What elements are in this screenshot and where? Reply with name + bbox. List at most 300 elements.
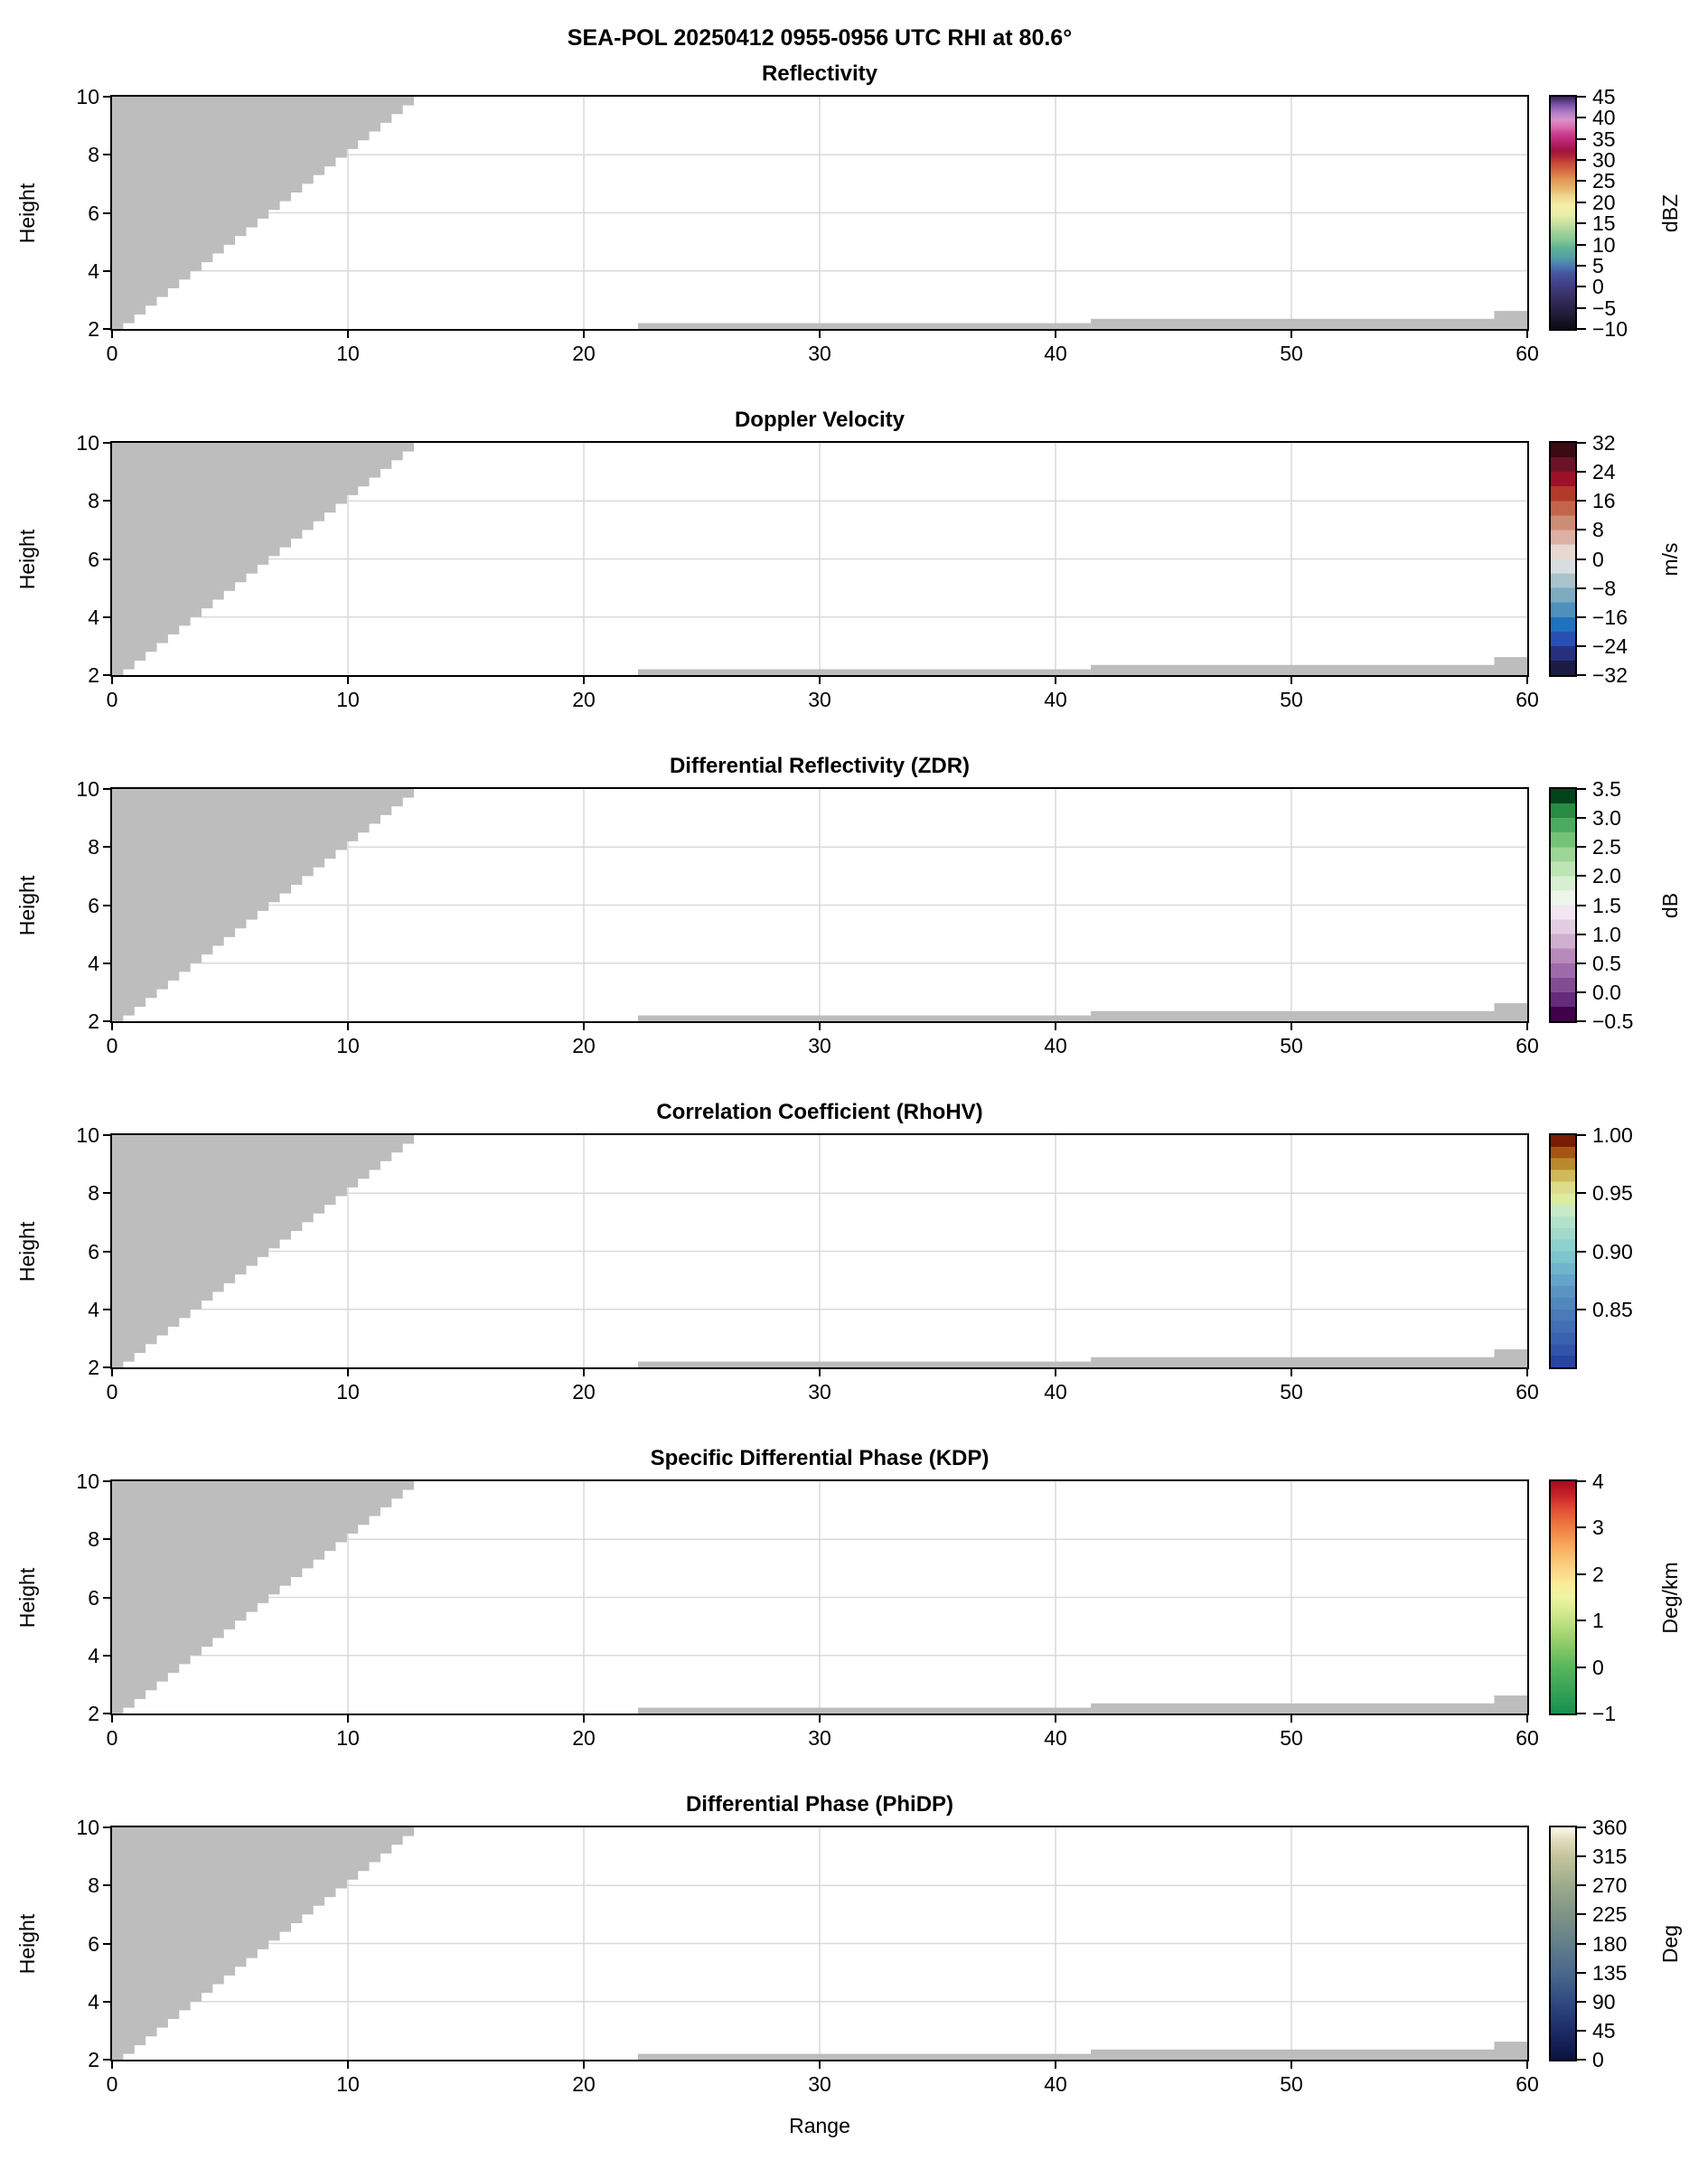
x-tick-label: 50 [1280, 1380, 1303, 1404]
plot-canvas [112, 97, 1527, 329]
colorbar-tick-label: 0 [1592, 2048, 1604, 2071]
colorbar [1549, 1479, 1577, 1715]
colorbar-tick [1577, 788, 1586, 790]
colorbar-tick [1577, 265, 1586, 267]
x-tick [583, 331, 585, 338]
x-tick-label: 20 [572, 342, 596, 365]
colorbar [1549, 1133, 1577, 1369]
mask-strip [638, 1362, 1091, 1367]
colorbar-tick-label: 15 [1592, 211, 1616, 236]
mask-strip [1494, 2042, 1527, 2060]
colorbar-tick [1577, 1134, 1586, 1136]
x-tick [819, 1715, 821, 1723]
y-tick-label: 4 [88, 605, 99, 629]
colorbar-tick [1577, 96, 1586, 98]
mask-strip [1494, 657, 1527, 675]
panel-title: Doppler Velocity [734, 408, 906, 432]
colorbar-gradient [1551, 97, 1575, 329]
colorbar-tick-label: 135 [1592, 1960, 1628, 1985]
y-axis-label: Height [15, 1567, 39, 1628]
colorbar-tick-label: −24 [1592, 634, 1628, 658]
colorbar-tick-label: −5 [1592, 296, 1617, 320]
colorbar [1549, 441, 1577, 677]
colorbar-tick [1577, 180, 1586, 182]
x-tick [111, 2061, 113, 2069]
colorbar-tick [1577, 991, 1586, 993]
colorbar-tick-label: −16 [1592, 605, 1628, 629]
y-tick [103, 328, 110, 330]
colorbar-tick-label: 0 [1592, 547, 1604, 571]
y-tick-label: 8 [88, 489, 99, 513]
x-tick [819, 1369, 821, 1376]
colorbar-unit-label: Deg [1658, 1924, 1682, 1963]
mask-strip [1091, 1357, 1494, 1367]
colorbar-tick [1577, 1667, 1586, 1668]
colorbar-tick-label: 0.5 [1592, 951, 1621, 975]
x-tick-label: 10 [336, 2072, 360, 2096]
colorbar-tick-label: 2.5 [1592, 835, 1621, 859]
x-tick-label: 50 [1280, 1034, 1303, 1057]
y-tick-label: 4 [88, 951, 99, 975]
colorbar-tick-label: 3 [1592, 1516, 1604, 1540]
y-tick [103, 1826, 110, 1828]
x-tick-label: 30 [808, 1726, 831, 1750]
colorbar-tick-label: 1.0 [1592, 922, 1621, 946]
y-tick [103, 905, 110, 906]
y-tick-label: 2 [88, 2048, 99, 2071]
x-tick [347, 1369, 349, 1376]
x-tick-label: 50 [1280, 688, 1303, 711]
colorbar-tick [1577, 846, 1586, 848]
plot-canvas [112, 1481, 1527, 1714]
y-tick [103, 96, 110, 98]
colorbar-tick [1577, 1620, 1586, 1621]
x-tick [111, 677, 113, 684]
y-tick [103, 212, 110, 214]
y-tick [103, 616, 110, 618]
plot-canvas [112, 1827, 1527, 2060]
y-tick-label: 2 [88, 1702, 99, 1725]
x-tick-label: 20 [572, 688, 596, 711]
x-tick-label: 20 [572, 1380, 596, 1404]
colorbar-tick-label: 25 [1592, 169, 1616, 193]
colorbar-tick [1577, 1309, 1586, 1310]
y-tick [103, 270, 110, 272]
colorbar-tick-label: 4 [1592, 1469, 1604, 1493]
x-tick-label: 0 [106, 342, 118, 365]
colorbar-tick-label: 0.85 [1592, 1297, 1633, 1321]
colorbar-tick-label: 270 [1592, 1873, 1628, 1898]
colorbar-tick [1577, 1526, 1586, 1528]
y-tick [103, 1134, 110, 1136]
x-tick-label: 60 [1516, 688, 1539, 711]
colorbar-tick [1577, 159, 1586, 161]
colorbar-tick [1577, 286, 1586, 287]
plot-area [110, 1479, 1529, 1715]
colorbar-tick [1577, 1855, 1586, 1857]
colorbar-tick-label: 1.00 [1592, 1123, 1633, 1147]
colorbar-tick-label: 0 [1592, 1655, 1604, 1679]
colorbar-tick [1577, 1192, 1586, 1194]
colorbar-tick [1577, 1020, 1586, 1022]
colorbar-tick-label: 360 [1592, 1816, 1628, 1839]
colorbar-tick [1577, 442, 1586, 444]
colorbar-tick-label: −0.5 [1592, 1009, 1634, 1033]
colorbar [1549, 95, 1577, 331]
x-tick-label: 40 [1044, 1726, 1067, 1750]
x-tick [583, 1023, 585, 1030]
y-tick-label: 4 [88, 1643, 99, 1667]
colorbar-tick [1577, 875, 1586, 877]
colorbar-tick [1577, 222, 1586, 224]
colorbar-tick-label: 180 [1592, 1931, 1628, 1956]
y-tick [103, 1251, 110, 1253]
colorbar-tick [1577, 2030, 1586, 2032]
y-tick [103, 1943, 110, 1945]
colorbar-tick [1577, 2059, 1586, 2061]
x-tick [111, 1023, 113, 1030]
colorbar-tick-label: 20 [1592, 190, 1616, 214]
plot-area [110, 441, 1529, 677]
colorbar-tick [1577, 1573, 1586, 1575]
x-tick [1290, 1023, 1292, 1030]
colorbar-tick-label: 35 [1592, 127, 1616, 151]
x-tick-label: 20 [572, 1034, 596, 1057]
x-tick-label: 40 [1044, 688, 1067, 711]
plot-canvas [112, 443, 1527, 675]
y-tick-label: 10 [76, 1816, 99, 1839]
x-tick-label: 60 [1516, 2072, 1539, 2096]
y-tick [103, 500, 110, 502]
colorbar-tick [1577, 587, 1586, 589]
colorbar-tick-label: 0.90 [1592, 1239, 1633, 1263]
colorbar-tick [1577, 471, 1586, 473]
x-tick-label: 0 [106, 2072, 118, 2096]
panel-title: Differential Phase (PhiDP) [685, 1792, 954, 1817]
colorbar-unit-label: dB [1658, 892, 1682, 918]
x-tick [819, 2061, 821, 2069]
colorbar-tick-label: 8 [1592, 518, 1604, 542]
colorbar-tick-label: 3.5 [1592, 777, 1621, 801]
x-tick [583, 2061, 585, 2069]
x-tick [1526, 1023, 1528, 1030]
mask-strip [638, 324, 1091, 329]
y-tick-label: 8 [88, 1873, 99, 1898]
x-tick-label: 50 [1280, 342, 1303, 365]
x-tick [583, 677, 585, 684]
plot-area [110, 1826, 1529, 2061]
figure-title: SEA-POL 20250412 0955-0956 UTC RHI at 80.6° [567, 25, 1073, 51]
y-tick-label: 8 [88, 143, 99, 167]
colorbar-tick [1577, 529, 1586, 531]
colorbar-tick [1577, 117, 1586, 118]
plot-area [110, 787, 1529, 1023]
y-tick [103, 846, 110, 848]
x-tick [1526, 1369, 1528, 1376]
y-tick-label: 8 [88, 835, 99, 859]
mask-strip [638, 670, 1091, 675]
y-tick-label: 6 [88, 893, 99, 917]
x-tick [1290, 2061, 1292, 2069]
colorbar-tick-label: −32 [1592, 663, 1628, 687]
y-tick [103, 2059, 110, 2061]
x-tick [1526, 2061, 1528, 2069]
mask-strip [1091, 319, 1494, 329]
y-tick [103, 1020, 110, 1022]
y-tick [103, 962, 110, 964]
colorbar-tick-label: 10 [1592, 232, 1616, 257]
mask-strip [638, 1016, 1091, 1021]
x-tick-label: 0 [106, 1034, 118, 1057]
colorbar-tick-label: 40 [1592, 106, 1616, 130]
y-axis-label: Height [15, 529, 39, 589]
y-tick-label: 10 [76, 1123, 99, 1147]
panel-title: Reflectivity [761, 61, 878, 86]
colorbar-tick [1577, 1884, 1586, 1886]
colorbar-tick [1577, 1251, 1586, 1253]
colorbar-tick [1577, 934, 1586, 935]
colorbar-tick [1577, 1713, 1586, 1714]
y-tick-label: 2 [88, 663, 99, 687]
colorbar-tick [1577, 500, 1586, 502]
x-tick-label: 0 [106, 1726, 118, 1750]
y-tick-label: 6 [88, 201, 99, 225]
x-tick-label: 30 [808, 688, 831, 711]
x-tick-label: 40 [1044, 1380, 1067, 1404]
mask-strip [1494, 1695, 1527, 1714]
x-tick [1055, 1715, 1056, 1723]
x-tick-label: 0 [106, 688, 118, 711]
x-tick-label: 20 [572, 2072, 596, 2096]
colorbar [1549, 1826, 1577, 2061]
x-tick-label: 50 [1280, 2072, 1303, 2096]
colorbar-tick-label: 2 [1592, 1562, 1604, 1586]
mask-strip [1494, 1003, 1527, 1021]
y-tick-label: 2 [88, 1356, 99, 1379]
colorbar-tick-label: −1 [1592, 1702, 1617, 1725]
x-tick-label: 30 [808, 342, 831, 365]
x-tick [347, 1715, 349, 1723]
mask-strip [1091, 1704, 1494, 1714]
y-tick [103, 1480, 110, 1482]
x-tick [1055, 331, 1056, 338]
colorbar-tick-label: 2.0 [1592, 864, 1621, 888]
x-tick-label: 10 [336, 688, 360, 711]
x-tick [1526, 331, 1528, 338]
y-tick [103, 1597, 110, 1599]
colorbar-tick [1577, 645, 1586, 647]
x-tick-label: 30 [808, 2072, 831, 2096]
colorbar-tick-label: 1 [1592, 1609, 1604, 1633]
y-tick [103, 154, 110, 155]
y-tick-label: 2 [88, 317, 99, 341]
colorbar-tick [1577, 674, 1586, 676]
colorbar-unit-label: m/s [1658, 541, 1682, 577]
colorbar-tick-label: 24 [1592, 460, 1616, 484]
y-tick-label: 10 [76, 431, 99, 455]
y-tick-label: 8 [88, 1527, 99, 1552]
plot-canvas [112, 789, 1527, 1021]
colorbar-tick-label: 32 [1592, 431, 1616, 455]
x-tick-label: 60 [1516, 1034, 1539, 1057]
x-tick [1290, 1715, 1292, 1723]
y-tick-label: 8 [88, 1181, 99, 1206]
x-tick-label: 10 [336, 342, 360, 365]
x-tick-label: 60 [1516, 1380, 1539, 1404]
mask-strip [1494, 1349, 1527, 1367]
mask-strip [1091, 665, 1494, 675]
y-tick [103, 1538, 110, 1540]
colorbar-tick [1577, 817, 1586, 819]
y-tick [103, 559, 110, 560]
x-tick-label: 30 [808, 1034, 831, 1057]
panel-title: Specific Differential Phase (KDP) [650, 1446, 990, 1470]
x-tick [1055, 1023, 1056, 1030]
x-tick-label: 50 [1280, 1726, 1303, 1750]
x-tick [111, 1715, 113, 1723]
x-tick [1526, 1715, 1528, 1723]
colorbar-tick [1577, 905, 1586, 906]
x-tick-label: 30 [808, 1380, 831, 1404]
mask-strip [1091, 1011, 1494, 1021]
x-tick [1290, 331, 1292, 338]
colorbar-tick [1577, 1943, 1586, 1945]
x-tick [1290, 1369, 1292, 1376]
colorbar-tick-label: 0 [1592, 275, 1604, 299]
x-tick [347, 2061, 349, 2069]
y-tick-label: 4 [88, 1989, 99, 2014]
x-tick [583, 1715, 585, 1723]
y-tick [103, 674, 110, 676]
x-tick [819, 1023, 821, 1030]
colorbar-tick [1577, 1480, 1586, 1482]
y-tick-label: 10 [76, 85, 99, 108]
colorbar-tick-label: 45 [1592, 85, 1616, 108]
x-tick [819, 677, 821, 684]
y-tick-label: 6 [88, 1239, 99, 1263]
plot-area [110, 1133, 1529, 1369]
x-tick-label: 40 [1044, 2072, 1067, 2096]
colorbar-tick [1577, 1972, 1586, 1974]
mask-strip [638, 2054, 1091, 2060]
y-axis-label: Height [15, 183, 39, 243]
colorbar-tick-label: 3.0 [1592, 806, 1621, 831]
y-tick-label: 4 [88, 1297, 99, 1321]
colorbar-gradient [1551, 443, 1575, 675]
x-tick [111, 331, 113, 338]
x-tick-label: 40 [1044, 342, 1067, 365]
plot-area [110, 95, 1529, 331]
colorbar-tick [1577, 328, 1586, 330]
colorbar-tick-label: 0.95 [1592, 1181, 1633, 1206]
x-tick [1526, 677, 1528, 684]
x-tick [347, 677, 349, 684]
x-axis-label: Range [789, 2114, 850, 2137]
x-tick-label: 20 [572, 1726, 596, 1750]
y-tick-label: 6 [88, 547, 99, 571]
colorbar-unit-label: dBZ [1658, 193, 1682, 232]
colorbar-tick [1577, 138, 1586, 140]
y-tick [103, 1192, 110, 1194]
plot-canvas [112, 1135, 1527, 1367]
colorbar-tick-label: 315 [1592, 1845, 1628, 1869]
colorbar [1549, 787, 1577, 1023]
x-tick-label: 40 [1044, 1034, 1067, 1057]
colorbar-tick [1577, 307, 1586, 309]
colorbar-tick-label: −10 [1592, 317, 1628, 341]
x-tick [1290, 677, 1292, 684]
colorbar-tick [1577, 616, 1586, 618]
y-tick-label: 6 [88, 1585, 99, 1610]
colorbar-tick-label: 30 [1592, 148, 1616, 173]
x-tick [1055, 2061, 1056, 2069]
colorbar-gradient [1551, 789, 1575, 1021]
y-tick [103, 1309, 110, 1310]
colorbar-tick [1577, 202, 1586, 203]
x-tick [1055, 677, 1056, 684]
x-tick [111, 1369, 113, 1376]
y-tick [103, 1366, 110, 1368]
colorbar-tick-label: 0.0 [1592, 980, 1621, 1004]
colorbar-tick [1577, 962, 1586, 964]
colorbar-tick-label: 5 [1592, 253, 1604, 277]
y-tick-label: 2 [88, 1009, 99, 1033]
x-tick-label: 60 [1516, 1726, 1539, 1750]
colorbar-tick [1577, 244, 1586, 246]
mask-strip [1494, 311, 1527, 329]
y-tick-label: 10 [76, 777, 99, 801]
x-tick-label: 10 [336, 1034, 360, 1057]
y-tick [103, 1655, 110, 1657]
colorbar-unit-label: Deg/km [1658, 1561, 1682, 1634]
panel-title: Differential Reflectivity (ZDR) [669, 754, 971, 778]
colorbar-tick-label: 90 [1592, 1989, 1616, 2014]
colorbar-tick [1577, 1913, 1586, 1915]
panel-title: Correlation Coefficient (RhoHV) [656, 1100, 983, 1124]
colorbar-gradient [1551, 1481, 1575, 1714]
x-tick [347, 1023, 349, 1030]
x-tick-label: 60 [1516, 342, 1539, 365]
y-tick [103, 442, 110, 444]
y-axis-label: Height [15, 1913, 39, 1974]
x-tick-label: 0 [106, 1380, 118, 1404]
x-tick-label: 10 [336, 1380, 360, 1404]
y-axis-label: Height [15, 1221, 39, 1282]
y-tick [103, 1884, 110, 1886]
x-tick [583, 1369, 585, 1376]
y-axis-label: Height [15, 875, 39, 935]
y-tick-label: 4 [88, 258, 99, 283]
colorbar-tick-label: 225 [1592, 1902, 1628, 1927]
mask-strip [1091, 2050, 1494, 2060]
colorbar-tick-label: 45 [1592, 2018, 1616, 2042]
colorbar-tick-label: −8 [1592, 576, 1617, 600]
colorbar-tick-label: 1.5 [1592, 893, 1621, 917]
y-tick-label: 10 [76, 1469, 99, 1493]
colorbar-tick [1577, 1826, 1586, 1828]
y-tick [103, 1713, 110, 1714]
y-tick [103, 788, 110, 790]
colorbar-tick [1577, 2001, 1586, 2003]
colorbar-gradient [1551, 1827, 1575, 2060]
x-tick [819, 331, 821, 338]
colorbar-tick [1577, 559, 1586, 560]
colorbar-gradient [1551, 1135, 1575, 1367]
x-tick [347, 331, 349, 338]
y-tick-label: 6 [88, 1931, 99, 1956]
y-tick [103, 2001, 110, 2003]
x-tick [1055, 1369, 1056, 1376]
